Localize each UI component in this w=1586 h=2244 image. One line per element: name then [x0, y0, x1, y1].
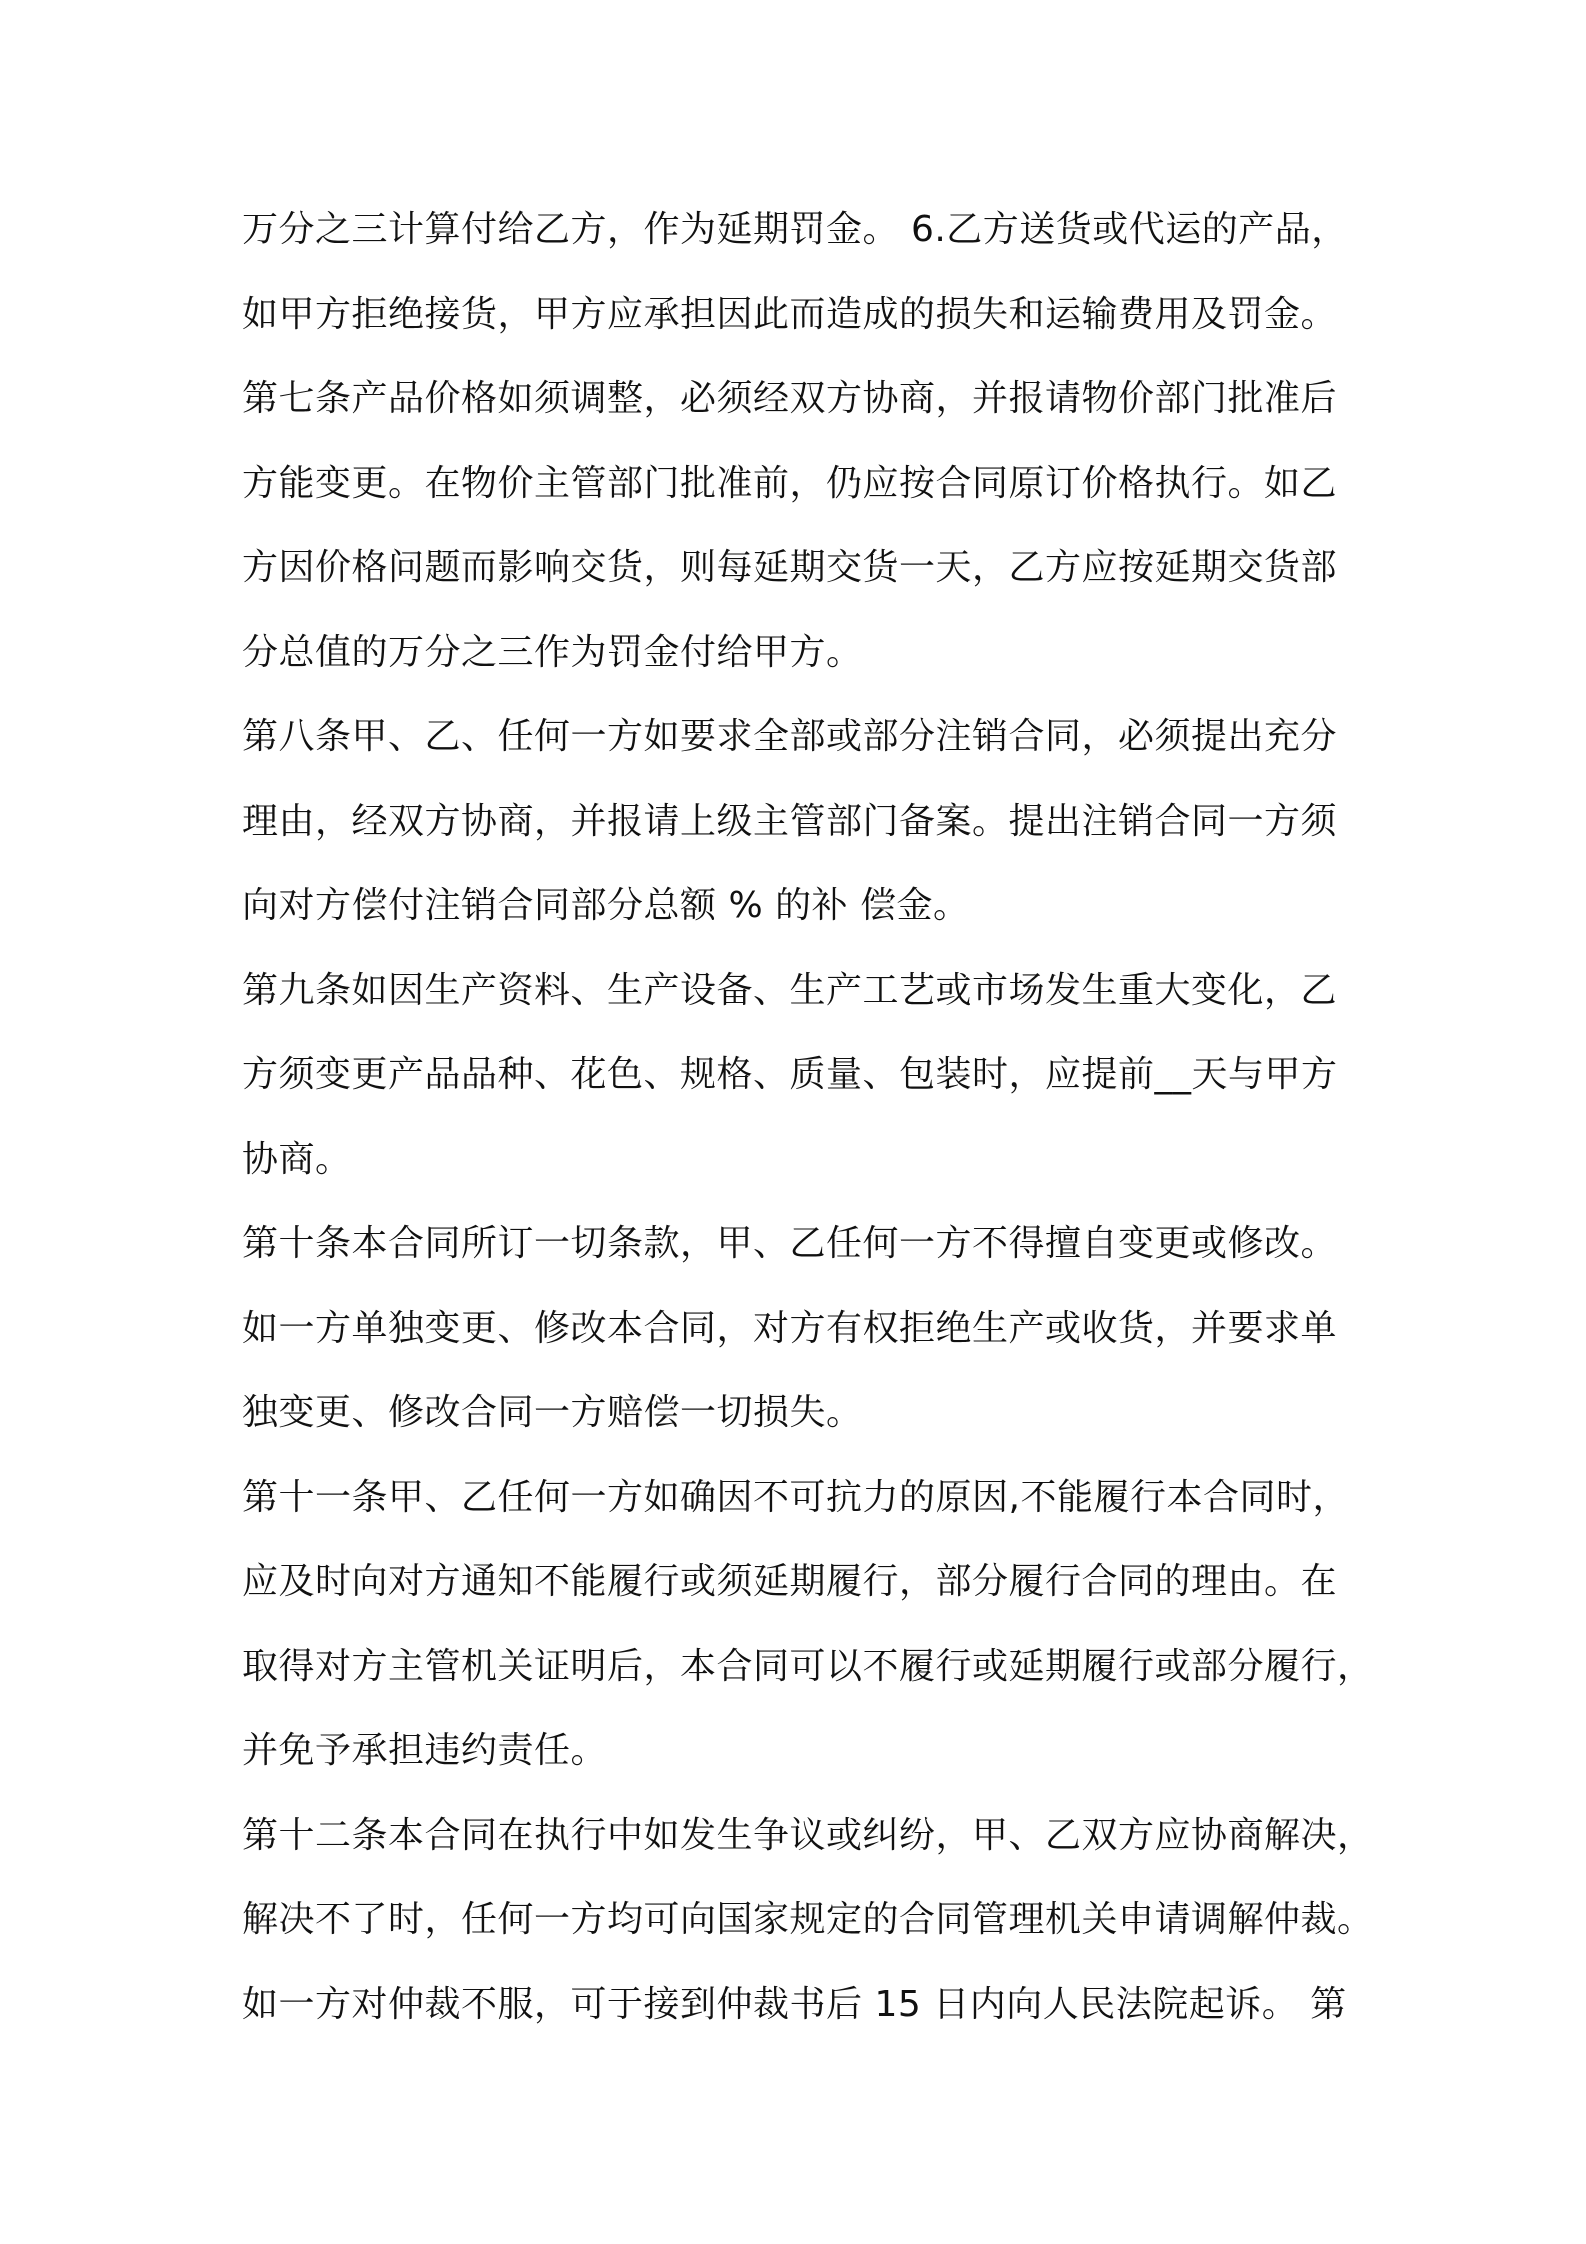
text-line: 如甲方拒绝接货，甲方应承担因此而造成的损失和运输费用及罚金。	[242, 293, 1338, 335]
text-line: 向对方偿付注销合同部分总额 % 的补 偿金。	[242, 885, 970, 926]
text-line: 第十二条本合同在执行中如发生争议或纠纷，甲、乙双方应协商解决，	[242, 1814, 1374, 1856]
text-line: 方因价格问题而影响交货，则每延期交货一天，乙方应按延期交货部	[242, 547, 1338, 588]
text-line: 取得对方主管机关证明后，本合同可以不履行或延期履行或部分履行，	[242, 1645, 1374, 1687]
text-line: 如一方对仲裁不服，可于接到仲裁书后 15 日内向人民法院起诉。 第	[242, 1983, 1347, 2025]
text-line: 应及时向对方通知不能履行或须延期履行，部分履行合同的理由。在	[242, 1561, 1338, 1602]
text-line: 第十一条甲、乙任何一方如确因不可抗力的原因,不能履行本合同时，	[242, 1476, 1349, 1518]
text-line: 独变更、修改合同一方赔偿一切损失。	[242, 1392, 863, 1433]
text-line: 协商。	[242, 1138, 352, 1180]
contract-text	[242, 204, 1372, 2063]
text-line: 解决不了时，任何一方均可向国家规定的合同管理机关申请调解仲裁。	[242, 1899, 1374, 1940]
text-line: 分总值的万分之三作为罚金付给甲方。	[242, 631, 863, 673]
text-line: 如一方单独变更、修改本合同，对方有权拒绝生产或收货，并要求单	[242, 1307, 1338, 1349]
text-line: 第八条甲、乙、任何一方如要求全部或部分注销合同，必须提出充分	[242, 716, 1338, 757]
text-line: 并免予承担违约责任。	[242, 1730, 608, 1771]
text-line: 方须变更产品品种、花色、规格、质量、包装时，应提前__天与甲方	[242, 1054, 1338, 1095]
text-line: 第七条产品价格如须调整，必须经双方协商，并报请物价部门批准后	[242, 378, 1338, 419]
text-line: 第九条如因生产资料、生产设备、生产工艺或市场发生重大变化，乙	[242, 969, 1338, 1011]
text-line: 万分之三计算付给乙方，作为延期罚金。 6.乙方送货或代运的产品，	[242, 209, 1348, 250]
text-line: 第十条本合同所订一切条款，甲、乙任何一方不得擅自变更或修改。	[242, 1223, 1338, 1264]
text-line: 理由，经双方协商，并报请上级主管部门备案。提出注销合同一方须	[242, 800, 1338, 842]
text-line: 方能变更。在物价主管部门批准前，仍应按合同原订价格执行。如乙	[242, 462, 1338, 504]
